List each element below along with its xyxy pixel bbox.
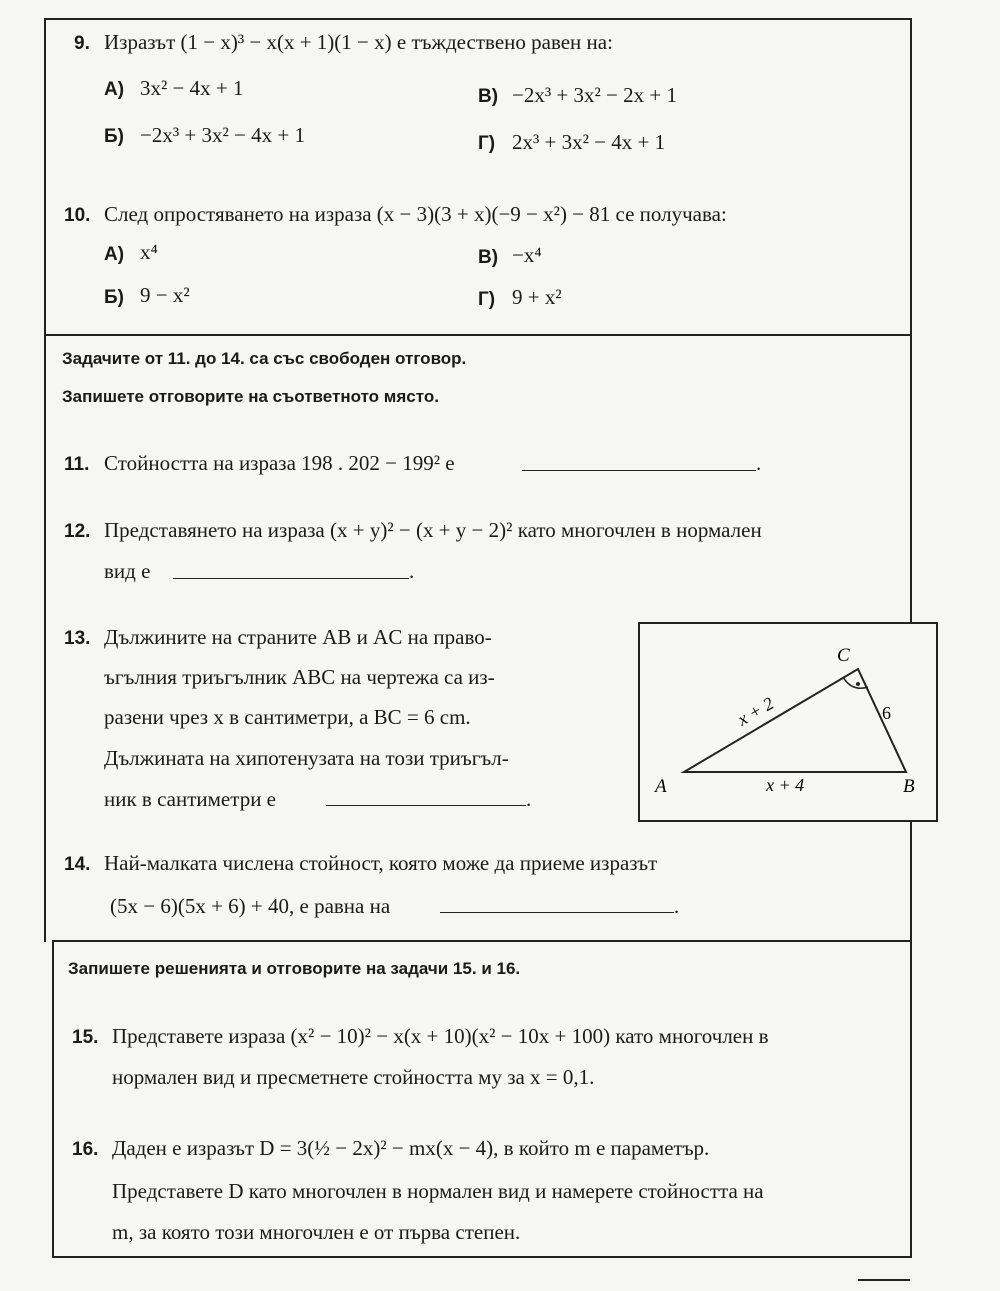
- question-13-number: 13.: [64, 628, 91, 649]
- section-2-header-line-1: Задачите от 11. до 14. са със свободен отговор.: [62, 349, 467, 368]
- question-13-line-4: Дължината на хипотенузата на този триъгъл-: [104, 746, 509, 770]
- side-ab-label: x + 4: [766, 775, 805, 795]
- q9-option-a-value: 3x² − 4x + 1: [140, 76, 244, 100]
- q10-option-b-label[interactable]: Б): [104, 287, 124, 308]
- vertex-c-label: C: [837, 645, 850, 666]
- question-14-number: 14.: [64, 854, 91, 875]
- q10-option-b-value: 9 − x²: [140, 283, 190, 307]
- q9-option-v-value: −2x³ + 3x² − 2x + 1: [512, 83, 677, 107]
- q10-option-v-value: −x⁴: [512, 243, 542, 267]
- question-13-end: .: [526, 787, 532, 811]
- right-angle-dot: [856, 682, 860, 686]
- question-15-line-1: Представете израза (x² − 10)² − x(x + 10)(x² − 10x + 100) като многочлен в: [112, 1024, 769, 1048]
- triangle-diagram: [640, 624, 936, 820]
- question-15-line-2: нормален вид и пресметнете стойността му за x = 0,1.: [112, 1065, 595, 1089]
- question-11-answer-blank[interactable]: [522, 452, 756, 471]
- question-9-number: 9.: [74, 33, 90, 54]
- q10-option-a-value: x⁴: [140, 240, 158, 264]
- q10-option-v-label[interactable]: В): [478, 247, 499, 268]
- question-12-end: .: [409, 559, 415, 583]
- q9-option-g-value: 2x³ + 3x² − 4x + 1: [512, 130, 666, 154]
- triangle-abc: [684, 669, 906, 772]
- vertex-a-label: A: [655, 776, 667, 797]
- q9-option-g-label[interactable]: Г): [478, 133, 496, 154]
- section-box-solutions: [52, 940, 912, 1258]
- page-footer-rule: [858, 1279, 910, 1281]
- question-16-line-1: Даден е изразът D = 3(½ − 2x)² − mx(x − 4), в който m е параметър.: [112, 1136, 710, 1160]
- question-12-line-2: вид е: [104, 559, 151, 583]
- question-14-end: .: [674, 894, 680, 918]
- question-12-line-1: Представянето на израза (x + y)² − (x + y − 2)² като многочлен в нормален: [104, 518, 762, 542]
- q10-option-a-label[interactable]: А): [104, 244, 125, 265]
- q9-option-v-label[interactable]: В): [478, 86, 499, 107]
- question-10-number: 10.: [64, 205, 91, 226]
- question-13-answer-blank[interactable]: [326, 787, 526, 806]
- question-16-number: 16.: [72, 1139, 99, 1160]
- question-15-number: 15.: [72, 1027, 99, 1048]
- question-11-text: Стойността на израза 198 . 202 − 199² е: [104, 451, 455, 475]
- section-3-header: Запишете решенията и отговорите на задачи 15. и 16.: [68, 959, 521, 978]
- question-13-line-1: Дължините на страните AB и AC на право-: [104, 625, 492, 649]
- q9-option-b-value: −2x³ + 3x² − 4x + 1: [140, 123, 305, 147]
- question-9-text: Изразът (1 − x)³ − x(x + 1)(1 − x) е тъждествено равен на:: [104, 30, 613, 54]
- q9-option-a-label[interactable]: А): [104, 79, 125, 100]
- question-14-line-2: (5x − 6)(5x + 6) + 40, е равна на: [110, 894, 391, 918]
- question-10-text: След опростяването на израза (x − 3)(3 + x)(−9 − x²) − 81 се получава:: [104, 202, 727, 226]
- question-11-end: .: [756, 451, 762, 475]
- question-12-answer-blank[interactable]: [173, 560, 409, 579]
- q10-option-g-label[interactable]: Г): [478, 289, 496, 310]
- q10-option-g-value: 9 + x²: [512, 285, 562, 309]
- triangle-figure: [638, 622, 938, 822]
- side-bc-label: 6: [882, 703, 891, 723]
- question-16-line-2: Представете D като многочлен в нормален вид и намерете стойността на: [112, 1179, 764, 1203]
- question-14-answer-blank[interactable]: [440, 894, 674, 913]
- question-13-line-2: ъгълния триъгълник ABC на чертежа са из-: [104, 665, 495, 689]
- question-16-line-3: m, за която този многочлен е от първа степен.: [112, 1220, 521, 1244]
- section-2-header-line-2: Запишете отговорите на съответното място.: [62, 387, 439, 406]
- question-12-number: 12.: [64, 521, 91, 542]
- question-13-line-5: ник в сантиметри е: [104, 787, 276, 811]
- question-11-number: 11.: [64, 454, 90, 475]
- side-ac-label: x + 2: [734, 693, 778, 730]
- q9-option-b-label[interactable]: Б): [104, 126, 124, 147]
- question-13-line-3: разени чрез x в сантиметри, а BC = 6 cm.: [104, 705, 471, 729]
- question-14-line-1: Най-малката числена стойност, която може да приеме изразът: [104, 851, 658, 875]
- vertex-b-label: B: [903, 776, 915, 797]
